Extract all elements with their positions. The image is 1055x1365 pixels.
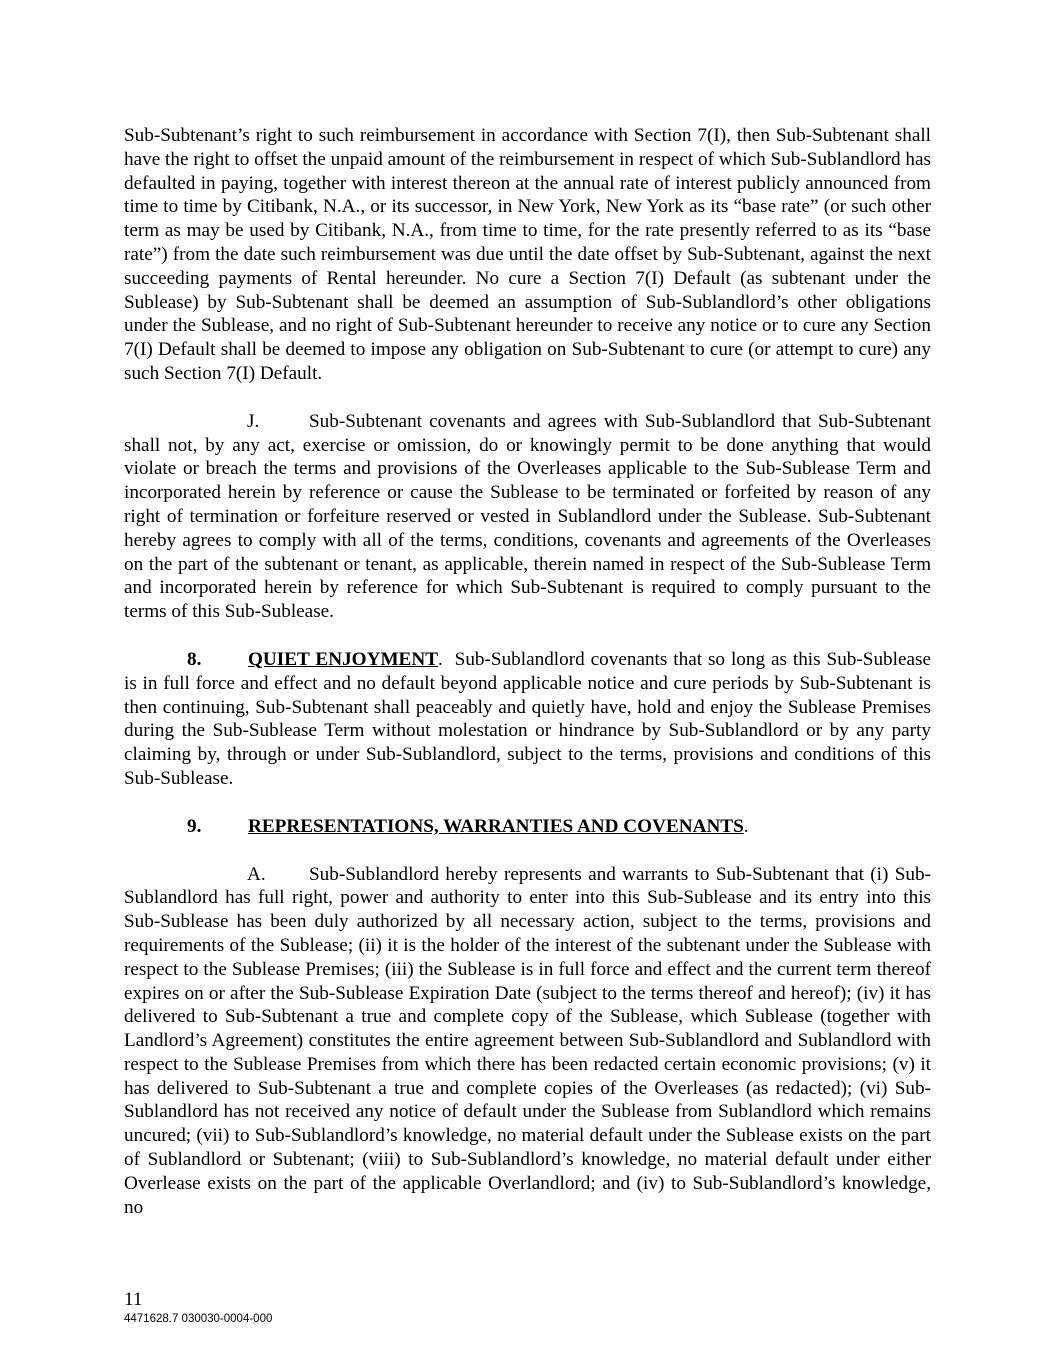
section-8-title-punct: . (438, 648, 443, 670)
paragraph-j-text: Sub-Subtenant covenants and agrees with Sub-Sublandlord that Sub-Subtenant shall not, by any act, exercise or omission, do or knowingly permit to be done anything that would violate or breach the terms and provisions of the Overleases applicable to the Sub-Sublease Term and incorporated herein by reference or cause the Sublease to be terminated or forfeited by reason of any right of termination or forfeiture reserved or vested in Sublandlord under the Sublease. Sub-Subtenant hereby agrees to comply with all of the terms, conditions, covenants and agreements of the Overleases on the part of the subtenant or tenant, as applicable, therein named in respect of the Sub-Sublease Term and incorporated herein by reference for which Sub-Subtenant is required to comply pursuant to the terms of this Sub-Sublease. (124, 410, 931, 623)
section-8-number: 8. (187, 648, 202, 670)
paragraph-gap (124, 624, 931, 648)
document-body (124, 124, 931, 1219)
section-9-number: 9. (187, 815, 202, 837)
paragraph-gap (124, 839, 931, 863)
section-8-paragraph (124, 648, 931, 791)
paragraph-j-label: J. (247, 410, 260, 432)
document-id: 4471628.7 030030-0004-000 (124, 1313, 273, 1325)
section-8-text: Sub-Sublandlord covenants that so long as this Sub-Sublease is in full force and effect and no default beyond applicable notice and cure periods by Sub-Subtenant is then continuing, Sub-Subtenant shall peaceably and quietly have, hold and enjoy the Sublease Premises during the Sub-Sublease Term without molestation or hindrance by Sub-Sublandlord or by any party claiming by, through or under Sub-Sublandlord, subject to the terms, provisions and conditions of this Sub-Sublease. (124, 648, 931, 789)
page-number: 11 (124, 1289, 143, 1310)
paragraph-9a (124, 863, 931, 1220)
paragraph-9a-label: A. (247, 863, 266, 885)
paragraph-gap (124, 791, 931, 815)
paragraph-gap (124, 386, 931, 410)
paragraph-9a-text: Sub-Sublandlord hereby represents and warrants to Sub-Subtenant that (i) Sub-Sublandlord has full right, power and authority to enter into this Sub-Sublease and its entry into this Sub-Sublease has been duly authorized by all necessary action, subject to the terms, provisions and requirements of the Sublease; (ii) it is the holder of the interest of the subtenant under the Sublease with respect to the Sublease Premises; (iii) the Sublease is in full force and effect and the current term thereof expires on or after the Sub-Sublease Expiration Date (subject to the terms thereof and hereof); (iv) it has delivered to Sub-Subtenant a true and complete copy of the Sublease, which Sublease (together with Landlord’s Agreement) constitutes the entire agreement between Sub-Sublandlord and Sublandlord with respect to the Sublease Premises from which there has been redacted certain economic provisions; (v) it has delivered to Sub-Subtenant a true and complete copies of the Overleases (as redacted); (vi) Sub-Sublandlord has not received any notice of default under the Sublease from Sublandlord which remains uncured; (vii) to Sub-Sublandlord’s knowledge, no material default under the Sublease exists on the part of Sublandlord or Subtenant; (viii) to Sub-Sublandlord’s knowledge, no material default under either Overlease exists on the part of the applicable Overlandlord; and (iv) to Sub-Sublandlord’s knowledge, no (124, 863, 931, 1218)
section-9-title-punct: . (743, 815, 749, 837)
section-9-heading (124, 815, 931, 839)
section-9-title: REPRESENTATIONS, WARRANTIES AND COVENANTS (248, 815, 744, 837)
continuation-paragraph: Sub-Subtenant’s right to such reimbursement in accordance with Section 7(I), then Sub-Subtenant shall have the right to offset the unpaid amount of the reimbursement in respect of which Sub-Sublandlord has defaulted in paying, together with interest thereon at the annual rate of interest publicly announced from time to time by Citibank, N.A., or its successor, in New York, New York as its “base rate” (or such other term as may be used by Citibank, N.A., from time to time, for the rate presently referred to as its “base rate”) from the date such reimbursement was due until the date offset by Sub-Subtenant, against the next succeeding payments of Rental hereunder. No cure a Section 7(I) Default (as subtenant under the Sublease) by Sub-Subtenant shall be deemed an assumption of Sub-Sublandlord’s other obligations under the Sublease, and no right of Sub-Subtenant hereunder to receive any notice or to cure any Section 7(I) Default shall be deemed to impose any obligation on Sub-Subtenant to cure (or attempt to cure) any such Section 7(I) Default. (124, 125, 931, 384)
section-8-title: QUIET ENJOYMENT (248, 648, 439, 670)
paragraph-j (124, 410, 931, 624)
